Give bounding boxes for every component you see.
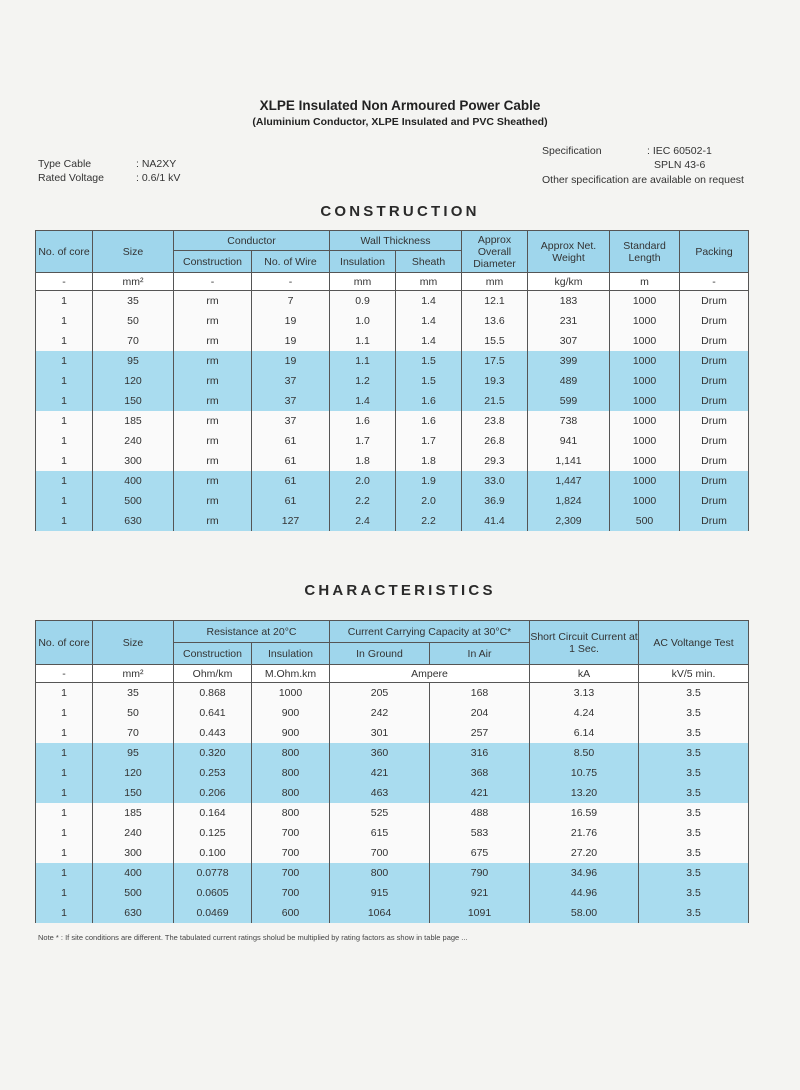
table-cell: rm <box>174 511 252 531</box>
table-cell: 13.20 <box>530 783 639 803</box>
table-cell: 1000 <box>252 683 330 704</box>
table-cell: 421 <box>330 763 430 783</box>
table-cell: 1 <box>36 351 93 371</box>
cable-info <box>38 157 180 185</box>
other-specification-note: Other specification are available on request <box>542 174 744 186</box>
table-cell: 1.4 <box>330 391 396 411</box>
table-row <box>36 703 749 723</box>
characteristics-heading: CHARACTERISTICS <box>304 582 496 599</box>
unit-cell: - <box>252 273 330 291</box>
table-cell: 36.9 <box>462 491 528 511</box>
table-cell: 33.0 <box>462 471 528 491</box>
table-cell: 1.5 <box>396 371 462 391</box>
type-cable-label: Type Cable <box>38 158 92 170</box>
characteristics-units-row <box>36 665 749 683</box>
table-cell: 19 <box>252 311 330 331</box>
table-cell: 525 <box>330 803 430 823</box>
table-cell: 1000 <box>610 291 680 312</box>
col-sheath: Sheath <box>396 251 462 273</box>
table-cell: 1.4 <box>396 311 462 331</box>
col-overall-diameter: Approx Overall Diameter <box>462 231 528 273</box>
table-cell: 26.8 <box>462 431 528 451</box>
table-row <box>36 723 749 743</box>
table-cell: 2.0 <box>330 471 396 491</box>
col-packing: Packing <box>680 231 749 273</box>
table-cell: rm <box>174 431 252 451</box>
table-cell: 3.5 <box>639 903 749 923</box>
unit-cell: - <box>680 273 749 291</box>
table-cell: 421 <box>430 783 530 803</box>
table-cell: 120 <box>93 763 174 783</box>
table-row <box>36 511 749 531</box>
table-cell: 1 <box>36 863 93 883</box>
construction-heading: CONSTRUCTION <box>320 203 480 220</box>
col-wall-thickness: Wall Thickness <box>330 231 462 251</box>
rated-voltage-label: Rated Voltage <box>38 172 104 184</box>
table-cell: 1 <box>36 491 93 511</box>
table-cell: 240 <box>93 823 174 843</box>
type-cable-value: : NA2XY <box>136 158 177 170</box>
table-cell: 0.206 <box>174 783 252 803</box>
table-cell: 1 <box>36 883 93 903</box>
unit-cell: kV/5 min. <box>639 665 749 683</box>
table-cell: 1 <box>36 683 93 704</box>
table-cell: 1,141 <box>528 451 610 471</box>
table-cell: 0.0778 <box>174 863 252 883</box>
table-cell: 600 <box>252 903 330 923</box>
table-cell: 1.6 <box>330 411 396 431</box>
table-cell: 3.5 <box>639 703 749 723</box>
table-cell: 1 <box>36 763 93 783</box>
characteristics-table <box>35 620 749 923</box>
table-cell: 16.59 <box>530 803 639 823</box>
table-cell: 2,309 <box>528 511 610 531</box>
table-cell: 2.4 <box>330 511 396 531</box>
table-cell: 489 <box>528 371 610 391</box>
table-cell: 1000 <box>610 491 680 511</box>
table-cell: 2.2 <box>396 511 462 531</box>
table-cell: 630 <box>93 903 174 923</box>
table-cell: 19.3 <box>462 371 528 391</box>
unit-cell: m <box>610 273 680 291</box>
table-cell: 15.5 <box>462 331 528 351</box>
table-cell: 1 <box>36 411 93 431</box>
construction-units-row <box>36 273 749 291</box>
table-cell: rm <box>174 311 252 331</box>
table-cell: 61 <box>252 471 330 491</box>
unit-cell: - <box>36 273 93 291</box>
characteristics-table-body <box>36 683 749 924</box>
table-cell: 41.4 <box>462 511 528 531</box>
table-cell: 34.96 <box>530 863 639 883</box>
unit-cell: - <box>36 665 93 683</box>
table-cell: 1000 <box>610 331 680 351</box>
table-cell: 37 <box>252 391 330 411</box>
table-cell: 0.320 <box>174 743 252 763</box>
table-cell: 95 <box>93 351 174 371</box>
table-cell: 700 <box>330 843 430 863</box>
table-cell: rm <box>174 411 252 431</box>
table-cell: 8.50 <box>530 743 639 763</box>
table-cell: 368 <box>430 763 530 783</box>
table-cell: 37 <box>252 411 330 431</box>
table-row <box>36 823 749 843</box>
table-cell: 95 <box>93 743 174 763</box>
table-cell: 0.100 <box>174 843 252 863</box>
table-cell: 3.5 <box>639 743 749 763</box>
table-cell: 10.75 <box>530 763 639 783</box>
table-cell: 4.24 <box>530 703 639 723</box>
table-cell: 257 <box>430 723 530 743</box>
table-cell: 1.7 <box>396 431 462 451</box>
table-cell: 1 <box>36 823 93 843</box>
table-cell: 1,824 <box>528 491 610 511</box>
table-cell: 1.1 <box>330 351 396 371</box>
table-row <box>36 411 749 431</box>
unit-cell: kg/km <box>528 273 610 291</box>
table-cell: 1 <box>36 803 93 823</box>
table-cell: 400 <box>93 471 174 491</box>
table-cell: 19 <box>252 331 330 351</box>
table-cell: rm <box>174 331 252 351</box>
table-cell: 1,447 <box>528 471 610 491</box>
col-conductor: Conductor <box>174 231 330 251</box>
table-cell: 21.5 <box>462 391 528 411</box>
table-cell: 675 <box>430 843 530 863</box>
table-cell: 1.0 <box>330 311 396 331</box>
col-resistance-insulation: Insulation <box>252 643 330 665</box>
table-cell: 0.9 <box>330 291 396 312</box>
unit-cell: M.Ohm.km <box>252 665 330 683</box>
col-net-weight: Approx Net. Weight <box>528 231 610 273</box>
table-cell: 360 <box>330 743 430 763</box>
table-cell: 599 <box>528 391 610 411</box>
table-cell: 1 <box>36 843 93 863</box>
footnote: Note * : If site conditions are different. The tabulated current ratings sholud be multiplied by rating factors as show in table page ... <box>38 933 468 942</box>
table-cell: 240 <box>93 431 174 451</box>
table-cell: rm <box>174 371 252 391</box>
table-cell: 3.5 <box>639 783 749 803</box>
table-cell: 0.443 <box>174 723 252 743</box>
table-cell: 1.2 <box>330 371 396 391</box>
rated-voltage-value: : 0.6/1 kV <box>136 172 181 184</box>
table-row <box>36 291 749 312</box>
table-cell: Drum <box>680 291 749 312</box>
table-cell: 463 <box>330 783 430 803</box>
table-cell: 300 <box>93 451 174 471</box>
table-cell: 0.868 <box>174 683 252 704</box>
table-cell: 21.76 <box>530 823 639 843</box>
table-cell: 6.14 <box>530 723 639 743</box>
table-cell: 790 <box>430 863 530 883</box>
table-row <box>36 351 749 371</box>
col-short-circuit: Short Circuit Current at 1 Sec. <box>530 621 639 665</box>
table-cell: 700 <box>252 883 330 903</box>
table-cell: 1000 <box>610 471 680 491</box>
table-cell: 1.8 <box>396 451 462 471</box>
table-cell: Drum <box>680 411 749 431</box>
table-cell: 17.5 <box>462 351 528 371</box>
table-cell: 3.5 <box>639 803 749 823</box>
table-cell: 1 <box>36 391 93 411</box>
page-title: XLPE Insulated Non Armoured Power Cable <box>259 98 541 113</box>
table-cell: 941 <box>528 431 610 451</box>
unit-cell: kA <box>530 665 639 683</box>
table-cell: 3.5 <box>639 763 749 783</box>
table-cell: 0.0605 <box>174 883 252 903</box>
col-resistance: Resistance at 20°C <box>174 621 330 643</box>
specification-value-2: SPLN 43-6 <box>654 159 706 171</box>
table-cell: 0.125 <box>174 823 252 843</box>
table-row <box>36 863 749 883</box>
unit-cell: mm² <box>93 273 174 291</box>
table-cell: Drum <box>680 311 749 331</box>
col-standard-length: Standard Length <box>610 231 680 273</box>
table-cell: 630 <box>93 511 174 531</box>
table-cell: Drum <box>680 331 749 351</box>
table-row <box>36 803 749 823</box>
table-cell: 1000 <box>610 351 680 371</box>
table-cell: 700 <box>252 863 330 883</box>
table-cell: 0.253 <box>174 763 252 783</box>
table-cell: 1091 <box>430 903 530 923</box>
table-row <box>36 743 749 763</box>
specification-label: Specification <box>542 145 602 157</box>
table-cell: 1.5 <box>396 351 462 371</box>
table-cell: rm <box>174 451 252 471</box>
table-cell: Drum <box>680 371 749 391</box>
table-cell: 900 <box>252 703 330 723</box>
table-row <box>36 903 749 923</box>
table-cell: 500 <box>93 883 174 903</box>
table-cell: 1 <box>36 311 93 331</box>
table-cell: 204 <box>430 703 530 723</box>
table-cell: 37 <box>252 371 330 391</box>
table-row <box>36 371 749 391</box>
unit-cell: - <box>174 273 252 291</box>
table-cell: 44.96 <box>530 883 639 903</box>
table-cell: 583 <box>430 823 530 843</box>
table-cell: 488 <box>430 803 530 823</box>
table-cell: 1 <box>36 903 93 923</box>
table-cell: 307 <box>528 331 610 351</box>
table-cell: 127 <box>252 511 330 531</box>
col-no-of-wire: No. of Wire <box>252 251 330 273</box>
table-cell: 61 <box>252 451 330 471</box>
table-cell: 13.6 <box>462 311 528 331</box>
table-cell: 1 <box>36 471 93 491</box>
table-cell: 1.9 <box>396 471 462 491</box>
table-row <box>36 763 749 783</box>
table-row <box>36 451 749 471</box>
table-cell: 301 <box>330 723 430 743</box>
table-cell: 19 <box>252 351 330 371</box>
table-cell: rm <box>174 291 252 312</box>
table-cell: 168 <box>430 683 530 704</box>
table-cell: rm <box>174 351 252 371</box>
table-cell: 50 <box>93 311 174 331</box>
table-row <box>36 331 749 351</box>
table-cell: 1.4 <box>396 291 462 312</box>
unit-cell: Ampere <box>330 665 530 683</box>
table-cell: 0.0469 <box>174 903 252 923</box>
table-cell: 1000 <box>610 391 680 411</box>
table-cell: Drum <box>680 391 749 411</box>
table-cell: 0.641 <box>174 703 252 723</box>
table-cell: Drum <box>680 351 749 371</box>
table-row <box>36 431 749 451</box>
table-cell: 3.5 <box>639 723 749 743</box>
table-cell: 1 <box>36 431 93 451</box>
table-cell: 1000 <box>610 451 680 471</box>
unit-cell: Ohm/km <box>174 665 252 683</box>
table-cell: Drum <box>680 511 749 531</box>
table-cell: 615 <box>330 823 430 843</box>
table-cell: 1000 <box>610 371 680 391</box>
table-cell: 3.5 <box>639 863 749 883</box>
table-cell: 800 <box>252 763 330 783</box>
table-cell: 2.0 <box>396 491 462 511</box>
col-resistance-construction: Construction <box>174 643 252 665</box>
table-cell: 70 <box>93 331 174 351</box>
table-cell: 1 <box>36 291 93 312</box>
table-cell: 1 <box>36 371 93 391</box>
table-row <box>36 843 749 863</box>
table-cell: 399 <box>528 351 610 371</box>
table-cell: 800 <box>252 803 330 823</box>
table-cell: 1.7 <box>330 431 396 451</box>
table-cell: 61 <box>252 491 330 511</box>
table-cell: 500 <box>93 491 174 511</box>
table-cell: 3.5 <box>639 883 749 903</box>
table-cell: 150 <box>93 783 174 803</box>
table-cell: Drum <box>680 451 749 471</box>
table-cell: 35 <box>93 291 174 312</box>
table-cell: 7 <box>252 291 330 312</box>
table-row <box>36 783 749 803</box>
table-cell: 1000 <box>610 411 680 431</box>
unit-cell: mm² <box>93 665 174 683</box>
col-no-of-core: No. of core <box>36 621 93 665</box>
table-cell: 400 <box>93 863 174 883</box>
table-cell: 185 <box>93 411 174 431</box>
table-cell: 700 <box>252 843 330 863</box>
table-cell: Drum <box>680 491 749 511</box>
table-cell: 1 <box>36 783 93 803</box>
table-cell: rm <box>174 391 252 411</box>
table-cell: 1 <box>36 723 93 743</box>
table-cell: 183 <box>528 291 610 312</box>
col-size: Size <box>93 621 174 665</box>
table-cell: 1 <box>36 703 93 723</box>
table-cell: 316 <box>430 743 530 763</box>
table-cell: rm <box>174 471 252 491</box>
table-cell: 70 <box>93 723 174 743</box>
table-row <box>36 311 749 331</box>
table-cell: 3.5 <box>639 823 749 843</box>
table-cell: 1 <box>36 743 93 763</box>
table-cell: 915 <box>330 883 430 903</box>
table-cell: 231 <box>528 311 610 331</box>
col-in-air: In Air <box>430 643 530 665</box>
table-cell: 35 <box>93 683 174 704</box>
col-insulation: Insulation <box>330 251 396 273</box>
table-cell: 300 <box>93 843 174 863</box>
table-cell: 150 <box>93 391 174 411</box>
table-cell: 120 <box>93 371 174 391</box>
construction-table <box>35 230 749 531</box>
col-ac-voltage: AC Voltange Test <box>639 621 749 665</box>
table-cell: 242 <box>330 703 430 723</box>
table-cell: Drum <box>680 431 749 451</box>
col-current-capacity: Current Carrying Capacity at 30°C* <box>330 621 530 643</box>
table-cell: 1064 <box>330 903 430 923</box>
table-cell: 1.1 <box>330 331 396 351</box>
table-row <box>36 491 749 511</box>
table-cell: 1 <box>36 331 93 351</box>
table-cell: 500 <box>610 511 680 531</box>
col-conductor-construction: Construction <box>174 251 252 273</box>
table-cell: 1.8 <box>330 451 396 471</box>
table-cell: 1000 <box>610 311 680 331</box>
construction-table-body <box>36 291 749 532</box>
table-cell: 800 <box>252 743 330 763</box>
table-cell: 50 <box>93 703 174 723</box>
unit-cell: mm <box>396 273 462 291</box>
table-row <box>36 883 749 903</box>
table-cell: 205 <box>330 683 430 704</box>
table-cell: 3.5 <box>639 683 749 704</box>
table-cell: 58.00 <box>530 903 639 923</box>
table-cell: 27.20 <box>530 843 639 863</box>
col-size: Size <box>93 231 174 273</box>
table-cell: 3.5 <box>639 843 749 863</box>
table-cell: 61 <box>252 431 330 451</box>
table-cell: 2.2 <box>330 491 396 511</box>
table-cell: 700 <box>252 823 330 843</box>
table-cell: 800 <box>330 863 430 883</box>
table-cell: 12.1 <box>462 291 528 312</box>
table-row <box>36 471 749 491</box>
table-cell: 738 <box>528 411 610 431</box>
unit-cell: mm <box>330 273 396 291</box>
table-cell: 1 <box>36 511 93 531</box>
table-cell: 23.8 <box>462 411 528 431</box>
unit-cell: mm <box>462 273 528 291</box>
table-cell: 185 <box>93 803 174 823</box>
table-cell: 1 <box>36 451 93 471</box>
table-cell: 0.164 <box>174 803 252 823</box>
page-subtitle: (Aluminium Conductor, XLPE Insulated and PVC Sheathed) <box>252 116 548 128</box>
table-cell: 800 <box>252 783 330 803</box>
table-cell: 921 <box>430 883 530 903</box>
table-cell: 1.6 <box>396 391 462 411</box>
table-row <box>36 391 749 411</box>
table-cell: 900 <box>252 723 330 743</box>
table-cell: 1.4 <box>396 331 462 351</box>
table-cell: 3.13 <box>530 683 639 704</box>
specification-value: : IEC 60502-1 <box>647 145 712 157</box>
table-cell: 1000 <box>610 431 680 451</box>
table-cell: Drum <box>680 471 749 491</box>
col-in-ground: In Ground <box>330 643 430 665</box>
table-row <box>36 683 749 704</box>
table-cell: rm <box>174 491 252 511</box>
table-cell: 29.3 <box>462 451 528 471</box>
col-no-of-core: No. of core <box>36 231 93 273</box>
table-cell: 1.6 <box>396 411 462 431</box>
